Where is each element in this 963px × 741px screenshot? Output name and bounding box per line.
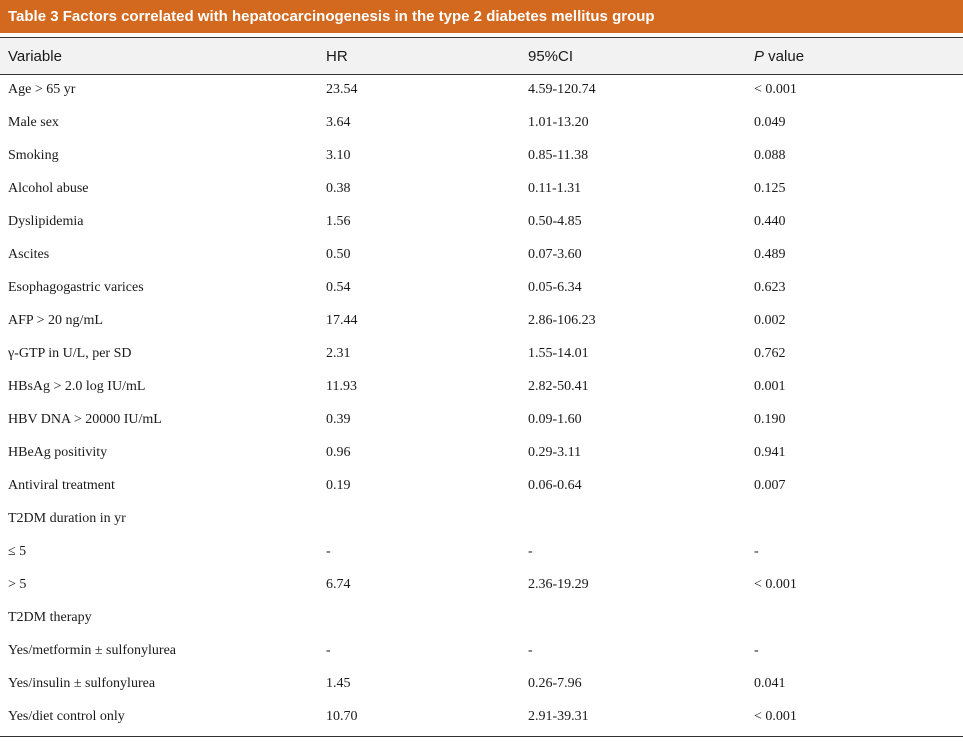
cell-p-value: 0.049: [754, 115, 786, 130]
table-row: [0, 339, 963, 372]
cell-hr: 2.31: [326, 346, 351, 361]
cell-ci: 2.91-39.31: [528, 709, 589, 724]
table-row: [0, 273, 963, 306]
cell-ci: -: [528, 544, 533, 559]
cell-p-value: 0.762: [754, 346, 786, 361]
cell-variable: > 5: [8, 577, 27, 592]
cell-variable: γ-GTP in U/L, per SD: [8, 346, 132, 361]
cell-hr: 0.54: [326, 280, 351, 295]
cell-variable: HBeAg positivity: [8, 445, 108, 460]
cell-hr: 1.56: [326, 214, 351, 229]
cell-ci: 4.59-120.74: [528, 82, 596, 97]
table-row: [0, 108, 963, 141]
cell-hr: 1.45: [326, 676, 351, 691]
column-header-p-value: [754, 48, 804, 65]
cell-p-value: -: [754, 544, 759, 559]
cell-ci: 2.86-106.23: [528, 313, 596, 328]
cell-p-value: 0.190: [754, 412, 786, 427]
cell-hr: -: [326, 643, 331, 658]
cell-ci: 2.82-50.41: [528, 379, 589, 394]
table-row: [0, 207, 963, 240]
cell-variable: Alcohol abuse: [8, 181, 89, 196]
cell-hr: 23.54: [326, 82, 358, 97]
table-row: [0, 438, 963, 471]
cell-hr: 0.50: [326, 247, 351, 262]
table-row: [0, 603, 963, 636]
cell-p-value: 0.623: [754, 280, 786, 295]
table-row: [0, 240, 963, 273]
table-row: [0, 306, 963, 339]
cell-ci: 0.11-1.31: [528, 181, 582, 196]
cell-hr: 6.74: [326, 577, 351, 592]
cell-variable: HBV DNA > 20000 IU/mL: [8, 412, 162, 427]
cell-ci: 0.85-11.38: [528, 148, 589, 163]
table-row: [0, 702, 963, 735]
cell-variable: Antiviral treatment: [8, 478, 115, 493]
cell-variable: Esophagogastric varices: [8, 280, 144, 295]
cell-p-value: 0.041: [754, 676, 786, 691]
cell-variable: T2DM therapy: [8, 610, 92, 625]
table-row: [0, 636, 963, 669]
cell-p-value: 0.001: [754, 379, 786, 394]
table-row: [0, 75, 963, 108]
table-row: [0, 669, 963, 702]
cell-ci: 0.05-6.34: [528, 280, 582, 295]
cell-hr: 11.93: [326, 379, 357, 394]
cell-variable: Smoking: [8, 148, 59, 163]
cell-hr: 0.19: [326, 478, 351, 493]
table-body: [0, 75, 963, 735]
cell-p-value: < 0.001: [754, 577, 797, 592]
table-row: [0, 504, 963, 537]
cell-p-value: 0.007: [754, 478, 786, 493]
cell-variable: Age > 65 yr: [8, 82, 76, 97]
cell-variable: Yes/diet control only: [8, 709, 125, 724]
cell-p-value: < 0.001: [754, 82, 797, 97]
p-italic-label: P: [754, 48, 765, 65]
p-value-label-rest: value: [764, 48, 805, 65]
table-row: [0, 570, 963, 603]
table-header-row: [0, 37, 963, 75]
cell-variable: Yes/metformin ± sulfonylurea: [8, 643, 177, 658]
cell-ci: 0.07-3.60: [528, 247, 582, 262]
cell-hr: 10.70: [326, 709, 358, 724]
cell-variable: T2DM duration in yr: [8, 511, 126, 526]
cell-hr: 17.44: [326, 313, 358, 328]
table-bottom-rule: [0, 736, 963, 737]
cell-variable: Ascites: [8, 247, 50, 262]
cell-hr: 0.96: [326, 445, 351, 460]
column-header-ci: 95%CI: [528, 48, 574, 65]
cell-variable: HBsAg > 2.0 log IU/mL: [8, 379, 146, 394]
cell-ci: 0.26-7.96: [528, 676, 582, 691]
cell-p-value: 0.489: [754, 247, 786, 262]
cell-p-value: 0.440: [754, 214, 786, 229]
cell-p-value: 0.088: [754, 148, 786, 163]
data-table: [0, 37, 963, 735]
cell-hr: -: [326, 544, 331, 559]
cell-ci: 1.55-14.01: [528, 346, 589, 361]
cell-hr: 0.39: [326, 412, 351, 427]
table-row: [0, 174, 963, 207]
cell-ci: 0.50-4.85: [528, 214, 582, 229]
table-row: [0, 537, 963, 570]
cell-p-value: < 0.001: [754, 709, 797, 724]
cell-ci: 0.06-0.64: [528, 478, 582, 493]
cell-p-value: 0.941: [754, 445, 786, 460]
table-row: [0, 372, 963, 405]
column-header-hr: HR: [326, 48, 348, 65]
cell-variable: Dyslipidemia: [8, 214, 84, 229]
cell-hr: 0.38: [326, 181, 351, 196]
table-row: [0, 471, 963, 504]
cell-ci: 2.36-19.29: [528, 577, 589, 592]
cell-hr: 3.10: [326, 148, 351, 163]
table-row: [0, 405, 963, 438]
cell-ci: 0.29-3.11: [528, 445, 582, 460]
table-row: [0, 141, 963, 174]
cell-variable: AFP > 20 ng/mL: [8, 313, 103, 328]
cell-variable: Yes/insulin ± sulfonylurea: [8, 676, 156, 691]
cell-ci: 0.09-1.60: [528, 412, 582, 427]
cell-p-value: -: [754, 643, 759, 658]
cell-hr: 3.64: [326, 115, 351, 130]
table-title: Table 3 Factors correlated with hepatocarcinogenesis in the type 2 diabetes mellitus group: [0, 0, 963, 33]
cell-variable: Male sex: [8, 115, 59, 130]
cell-p-value: 0.125: [754, 181, 786, 196]
cell-variable: ≤ 5: [8, 544, 27, 559]
cell-ci: -: [528, 643, 533, 658]
column-header-variable: Variable: [8, 48, 62, 65]
cell-ci: 1.01-13.20: [528, 115, 589, 130]
cell-p-value: 0.002: [754, 313, 786, 328]
